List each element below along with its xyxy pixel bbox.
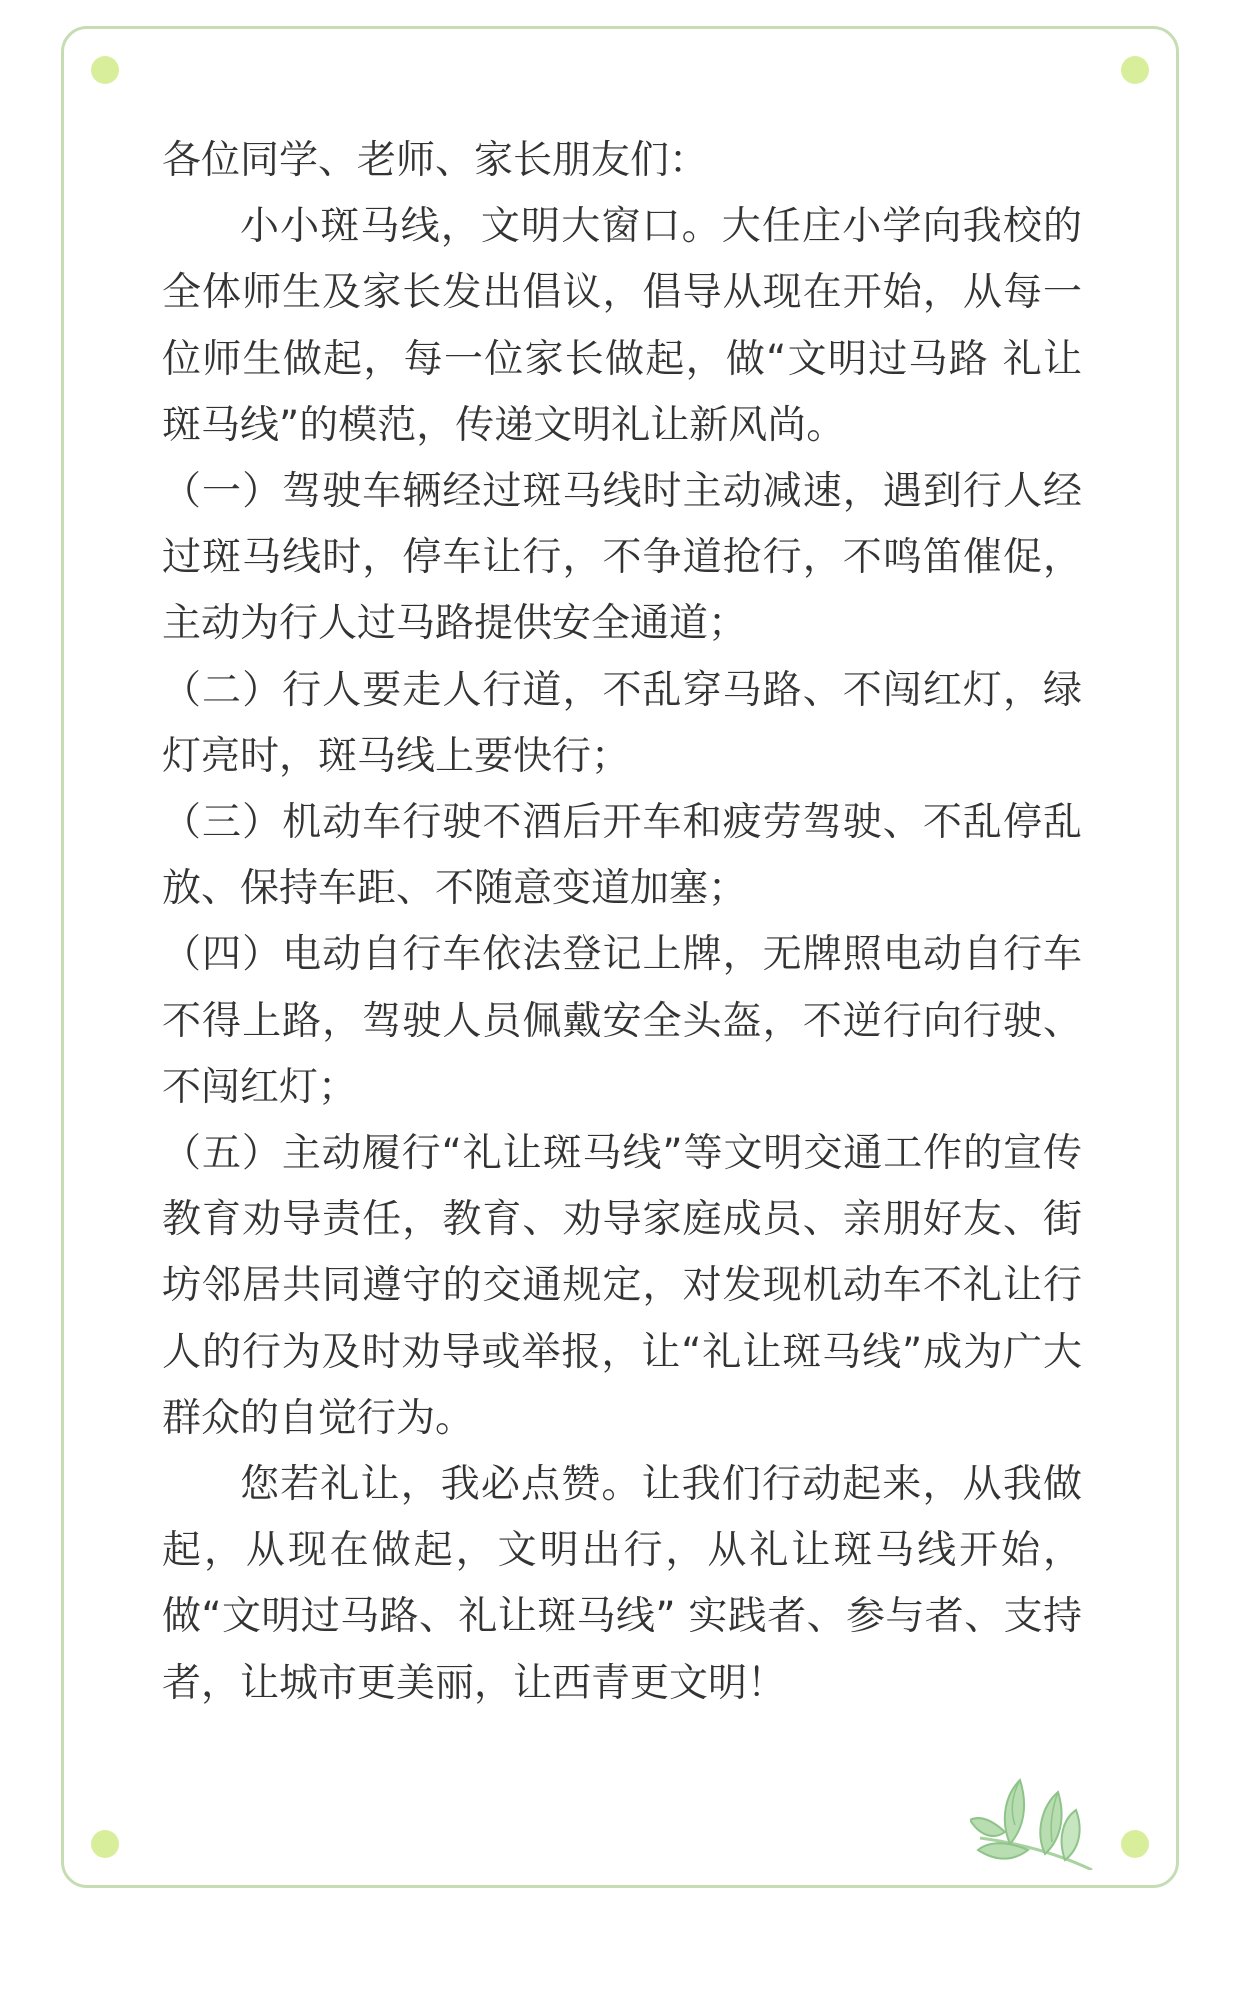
proposal-item-5: （五）主动履行“礼让斑马线”等文明交通工作的宣传教育劝导责任，教育、劝导家庭成员、亲朋好友、街坊邻居共同遵守的交通规定，对发现机动车不礼让行人的行为及时劝导或举报，让“礼让斑马线”成为广大群众的自觉行为。: [162, 1131, 1082, 1441]
proposal-item-1: （一）驾驶车辆经过斑马线时主动减速，遇到行人经过斑马线时，停车让行，不争道抢行，不鸣笛催促，主动为行人过马路提供安全通道；: [162, 469, 1082, 647]
corner-dot-top-right: [1121, 56, 1149, 84]
corner-dot-bottom-right: [1121, 1830, 1149, 1858]
corner-dot-bottom-left: [91, 1830, 119, 1858]
proposal-item-4: （四）电动自行车依法登记上牌，无牌照电动自行车不得上路，驾驶人员佩戴安全头盔，不逆行向行驶、不闯红灯；: [162, 932, 1082, 1110]
corner-dot-top-left: [91, 56, 119, 84]
leaf-branch-icon: [970, 1720, 1100, 1870]
letter-body: [162, 128, 1082, 1717]
letter-greeting: 各位同学、老师、家长朋友们：: [162, 138, 709, 183]
proposal-item-3: （三）机动车行驶不酒后开车和疲劳驾驶、不乱停乱放、保持车距、不随意变道加塞；: [162, 800, 1082, 912]
proposal-item-2: （二）行人要走人行道，不乱穿马路、不闯红灯，绿灯亮时，斑马线上要快行；: [162, 667, 1082, 779]
letter-intro-paragraph: 小小斑马线，文明大窗口。大任庄小学向我校的全体师生及家长发出倡议，倡导从现在开始，从每一位师生做起，每一位家长做起，做“文明过马路 礼让斑马线”的模范，传递文明礼让新风尚。: [162, 204, 1082, 448]
letter-closing-paragraph: 您若礼让，我必点赞。让我们行动起来，从我做起，从现在做起，文明出行，从礼让斑马线开始，做“文明过马路、礼让斑马线” 实践者、参与者、支持者，让城市更美丽，让西青更文明！: [162, 1462, 1082, 1706]
